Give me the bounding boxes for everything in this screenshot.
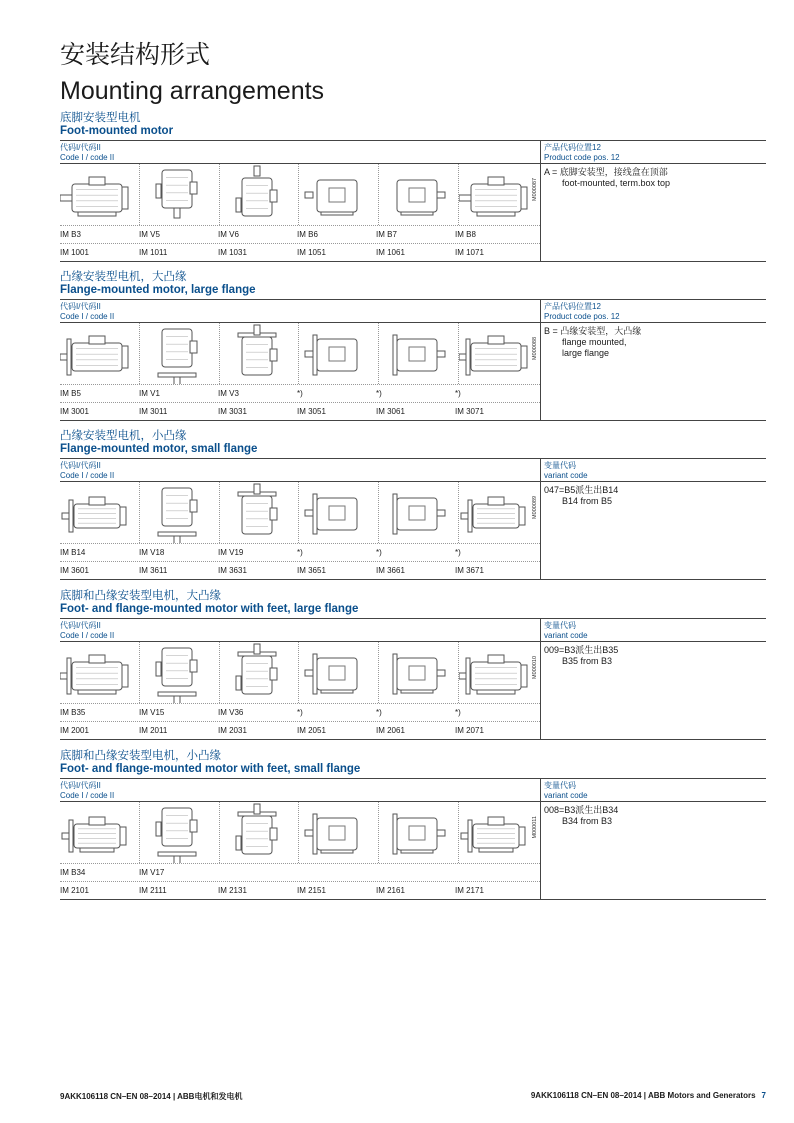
- motor-drawing: [220, 642, 300, 703]
- drawing-code: M000087: [531, 178, 538, 201]
- motor-drawing: [60, 164, 140, 225]
- motor-drawing: [459, 642, 540, 703]
- code-column-header: [60, 459, 541, 481]
- motor-drawing-svg: [379, 642, 458, 703]
- drawings-row: [60, 642, 540, 704]
- motor-drawing-svg: [299, 642, 378, 703]
- im-number-label: IM 2101: [60, 886, 89, 895]
- mounting-section: [60, 590, 766, 740]
- motor-drawing: [299, 164, 379, 225]
- im-number-row: [60, 882, 540, 899]
- im-number-label: IM 2031: [218, 726, 247, 735]
- code-header-en: Code I / code II: [60, 152, 115, 162]
- im-number-label: IM 1011: [139, 248, 168, 257]
- im-code-label: *): [455, 708, 461, 717]
- im-code-row: [60, 704, 540, 722]
- product-code-column-header: [541, 779, 766, 801]
- section-heading-en: Foot-mounted motor: [60, 125, 174, 137]
- page-title-en: Mounting arrangements: [60, 77, 325, 105]
- im-number-label: IM 3671: [455, 566, 484, 575]
- im-code-label: IM B35: [60, 708, 86, 717]
- drawings-row: [60, 164, 540, 226]
- motor-drawing: [379, 164, 459, 225]
- table-body: [60, 164, 766, 262]
- mounting-table: [60, 458, 766, 580]
- code-description: [541, 642, 766, 739]
- product-code-header-cn: 变量代码: [544, 461, 576, 470]
- im-code-label: IM V17: [139, 868, 165, 877]
- motor-drawing: [220, 802, 300, 863]
- product-code-column-header: [541, 141, 766, 163]
- product-code-header-cn: 变量代码: [544, 621, 576, 630]
- motor-drawing: [459, 323, 540, 384]
- product-code-column-header: [541, 300, 766, 322]
- product-code-column-header: [541, 459, 766, 481]
- table-body: [60, 642, 766, 740]
- section-heading-cn: 凸缘安装型电机，大凸缘: [60, 271, 187, 283]
- section-heading-cn: 底脚安装型电机: [60, 112, 141, 124]
- im-code-label: IM B6: [297, 230, 318, 239]
- mounting-section: [60, 750, 766, 900]
- im-code-label: [455, 864, 536, 881]
- drawings-row: [60, 323, 540, 385]
- section-heading-cn: 底脚和凸缘安装型电机，大凸缘: [60, 590, 221, 602]
- im-code-label: IM V15: [139, 708, 165, 717]
- motor-drawing-svg: [459, 164, 538, 225]
- motor-drawing: [140, 323, 220, 384]
- im-code-label: *): [297, 548, 303, 557]
- motor-drawing-svg: [60, 802, 139, 863]
- motor-drawing: [379, 482, 459, 543]
- mounting-table: [60, 140, 766, 262]
- drawing-code: M000089: [531, 496, 538, 519]
- product-code-header-en: variant code: [544, 630, 588, 640]
- table-header: [60, 141, 766, 164]
- mounting-section: [60, 271, 766, 421]
- motor-drawing-svg: [140, 323, 219, 384]
- motor-drawing-svg: [220, 323, 299, 384]
- im-code-label: *): [297, 389, 303, 398]
- code-column-header: [60, 619, 541, 641]
- motor-drawing-svg: [220, 802, 299, 863]
- im-code-label: IM V36: [218, 708, 244, 717]
- im-number-row: [60, 403, 540, 420]
- im-code-label: IM B3: [60, 230, 81, 239]
- drawing-code: M000088: [531, 337, 538, 360]
- motor-drawing-svg: [299, 802, 378, 863]
- motor-drawing: [60, 482, 140, 543]
- im-code-label: *): [376, 708, 382, 717]
- description-line-1: 008=B3派生出B34: [544, 805, 619, 815]
- im-number-label: IM 2001: [60, 726, 89, 735]
- section-heading-cn: 底脚和凸缘安装型电机，小凸缘: [60, 750, 221, 762]
- footer-right-text: 9AKK106118 CN–EN 08–2014 | ABB Motors and Generators: [530, 1091, 756, 1100]
- im-code-label: IM B34: [60, 868, 86, 877]
- table-body: [60, 323, 766, 421]
- im-code-label: IM V5: [139, 230, 160, 239]
- description-line-1: B = 凸缘安装型，大凸缘: [544, 326, 642, 336]
- motor-drawing: [379, 323, 459, 384]
- im-code-label: IM B5: [60, 389, 81, 398]
- im-number-label: IM 2051: [297, 726, 326, 735]
- description-line-2: B35 from B3: [562, 656, 613, 666]
- im-code-label: *): [455, 389, 461, 398]
- im-code-label: IM B7: [376, 230, 397, 239]
- code-description: [541, 802, 766, 899]
- im-code-label: [376, 864, 455, 881]
- motor-drawing: [60, 642, 140, 703]
- product-code-header-cn: 变量代码: [544, 781, 576, 790]
- section-heading-en: Foot- and flange-mounted motor with feet, large flange: [60, 603, 359, 615]
- motor-drawing-svg: [140, 802, 219, 863]
- im-number-row: [60, 244, 540, 261]
- drawings-area: [60, 164, 541, 261]
- motor-drawing-svg: [459, 642, 538, 703]
- table-header: [60, 619, 766, 642]
- im-code-row: [60, 226, 540, 244]
- motor-drawing-svg: [299, 323, 378, 384]
- im-code-label: [218, 864, 297, 881]
- im-number-label: IM 2151: [297, 886, 326, 895]
- motor-drawing: [60, 802, 140, 863]
- im-number-label: IM 3611: [139, 566, 168, 575]
- table-body: [60, 482, 766, 580]
- im-code-label: [297, 864, 376, 881]
- im-number-label: IM 1071: [455, 248, 484, 257]
- drawings-row: [60, 802, 540, 864]
- motor-drawing-svg: [459, 482, 538, 543]
- motor-drawing-svg: [60, 164, 139, 225]
- table-header: [60, 459, 766, 482]
- description-line-1: 047=B5派生出B14: [544, 485, 619, 495]
- product-code-header-en: Product code pos. 12: [544, 311, 620, 321]
- product-code-header-en: Product code pos. 12: [544, 152, 620, 162]
- im-code-label: *): [376, 389, 382, 398]
- product-code-header-en: variant code: [544, 470, 588, 480]
- im-number-label: IM 2171: [455, 886, 484, 895]
- im-code-label: IM V1: [139, 389, 160, 398]
- description-line-2: B14 from B5: [562, 496, 613, 506]
- code-header-cn: 代码I/代码II: [60, 143, 101, 152]
- section-heading-en: Flange-mounted motor, large flange: [60, 284, 256, 296]
- description-line-2: flange mounted,: [562, 337, 627, 347]
- motor-drawing-svg: [379, 164, 458, 225]
- table-body: [60, 802, 766, 900]
- im-code-label: *): [455, 548, 461, 557]
- motor-drawing: [299, 323, 379, 384]
- product-code-header-cn: 产品代码位置12: [544, 302, 601, 311]
- mounting-table: [60, 299, 766, 421]
- motor-drawing: [220, 482, 300, 543]
- im-number-label: IM 3001: [60, 407, 89, 416]
- motor-drawing: [140, 802, 220, 863]
- im-number-label: IM 3651: [297, 566, 326, 575]
- im-code-label: IM V18: [139, 548, 165, 557]
- product-code-header-cn: 产品代码位置12: [544, 143, 601, 152]
- code-description: [541, 482, 766, 579]
- im-number-row: [60, 562, 540, 579]
- motor-drawing: [299, 482, 379, 543]
- im-number-label: IM 3071: [455, 407, 484, 416]
- motor-drawing: [140, 642, 220, 703]
- im-number-label: IM 3631: [218, 566, 247, 575]
- im-number-label: IM 3011: [139, 407, 168, 416]
- im-number-label: IM 1031: [218, 248, 247, 257]
- im-code-row: [60, 544, 540, 562]
- im-number-label: IM 2011: [139, 726, 168, 735]
- motor-drawing-svg: [60, 642, 139, 703]
- code-description: [541, 164, 766, 261]
- table-header: [60, 300, 766, 323]
- motor-drawing: [379, 642, 459, 703]
- motor-drawing-svg: [220, 482, 299, 543]
- code-header-en: Code I / code II: [60, 790, 115, 800]
- description-line-2: foot-mounted, term.box top: [562, 178, 671, 188]
- motor-drawing: [60, 323, 140, 384]
- motor-drawing: [299, 642, 379, 703]
- section-heading-cn: 凸缘安装型电机，小凸缘: [60, 430, 187, 442]
- mounting-section: [60, 112, 766, 262]
- code-header-cn: 代码I/代码II: [60, 461, 101, 470]
- drawings-area: [60, 802, 541, 899]
- im-number-row: [60, 722, 540, 739]
- im-number-label: IM 2111: [139, 886, 167, 895]
- motor-drawing-svg: [299, 482, 378, 543]
- mounting-table: [60, 778, 766, 900]
- motor-drawing-svg: [140, 642, 219, 703]
- motor-drawing-svg: [299, 164, 378, 225]
- motor-drawing: [459, 482, 540, 543]
- motor-drawing-svg: [220, 642, 299, 703]
- im-number-label: IM 2071: [455, 726, 484, 735]
- im-number-label: IM 2161: [376, 886, 405, 895]
- motor-drawing-svg: [459, 802, 538, 863]
- motor-drawing-svg: [60, 323, 139, 384]
- code-header-cn: 代码I/代码II: [60, 781, 101, 790]
- motor-drawing: [459, 802, 540, 863]
- motor-drawing: [220, 323, 300, 384]
- drawing-code: M000010: [531, 656, 538, 679]
- section-heading-en: Flange-mounted motor, small flange: [60, 443, 258, 455]
- motor-drawing-svg: [140, 482, 219, 543]
- drawings-area: [60, 323, 541, 420]
- im-code-label: *): [376, 548, 382, 557]
- im-code-label: IM B14: [60, 548, 86, 557]
- motor-drawing-svg: [140, 164, 219, 225]
- im-code-label: IM V3: [218, 389, 239, 398]
- im-number-label: IM 1001: [60, 248, 89, 257]
- code-header-en: Code I / code II: [60, 470, 115, 480]
- section-heading-en: Foot- and flange-mounted motor with feet, small flange: [60, 763, 361, 775]
- description-line-3: large flange: [562, 348, 610, 358]
- code-header-en: Code I / code II: [60, 630, 115, 640]
- motor-drawing: [379, 802, 459, 863]
- im-number-label: IM 1061: [376, 248, 405, 257]
- mounting-section: [60, 430, 766, 580]
- im-number-label: IM 3601: [60, 566, 89, 575]
- im-code-row: [60, 864, 540, 882]
- motor-drawing: [220, 164, 300, 225]
- im-number-label: IM 3051: [297, 407, 326, 416]
- motor-drawing: [299, 802, 379, 863]
- motor-drawing-svg: [379, 802, 458, 863]
- code-header-en: Code I / code II: [60, 311, 115, 321]
- code-header-cn: 代码I/代码II: [60, 621, 101, 630]
- motor-drawing-svg: [379, 482, 458, 543]
- description-line-2: B34 from B3: [562, 816, 613, 826]
- im-number-label: IM 3031: [218, 407, 247, 416]
- motor-drawing-svg: [220, 164, 299, 225]
- drawings-area: [60, 482, 541, 579]
- page-number: 7: [761, 1091, 766, 1100]
- code-header-cn: 代码I/代码II: [60, 302, 101, 311]
- motor-drawing: [140, 482, 220, 543]
- page-title-cn: 安装结构形式: [60, 41, 211, 69]
- motor-drawing-svg: [379, 323, 458, 384]
- drawings-area: [60, 642, 541, 739]
- im-number-label: IM 3661: [376, 566, 405, 575]
- code-column-header: [60, 779, 541, 801]
- description-line-1: A = 底脚安装型，接线盒在顶部: [544, 167, 668, 177]
- footer-right: [531, 1091, 766, 1100]
- motor-drawing-svg: [459, 323, 538, 384]
- motor-drawing-svg: [60, 482, 139, 543]
- im-number-label: IM 3061: [376, 407, 405, 416]
- table-header: [60, 779, 766, 802]
- im-code-label: *): [297, 708, 303, 717]
- im-number-label: IM 2131: [218, 886, 247, 895]
- drawing-code: M000011: [531, 816, 538, 839]
- im-code-label: IM B8: [455, 230, 476, 239]
- footer-left: 9AKK106118 CN–EN 08–2014 | ABB电机和发电机: [60, 1092, 243, 1101]
- code-column-header: [60, 300, 541, 322]
- im-number-label: IM 2061: [376, 726, 405, 735]
- im-code-row: [60, 385, 540, 403]
- drawings-row: [60, 482, 540, 544]
- im-code-label: IM V19: [218, 548, 244, 557]
- motor-drawing: [140, 164, 220, 225]
- product-code-header-en: variant code: [544, 790, 588, 800]
- mounting-table: [60, 618, 766, 740]
- im-code-label: IM V6: [218, 230, 239, 239]
- code-description: [541, 323, 766, 420]
- description-line-1: 009=B3派生出B35: [544, 645, 619, 655]
- im-number-label: IM 1051: [297, 248, 326, 257]
- motor-drawing: [459, 164, 540, 225]
- code-column-header: [60, 141, 541, 163]
- product-code-column-header: [541, 619, 766, 641]
